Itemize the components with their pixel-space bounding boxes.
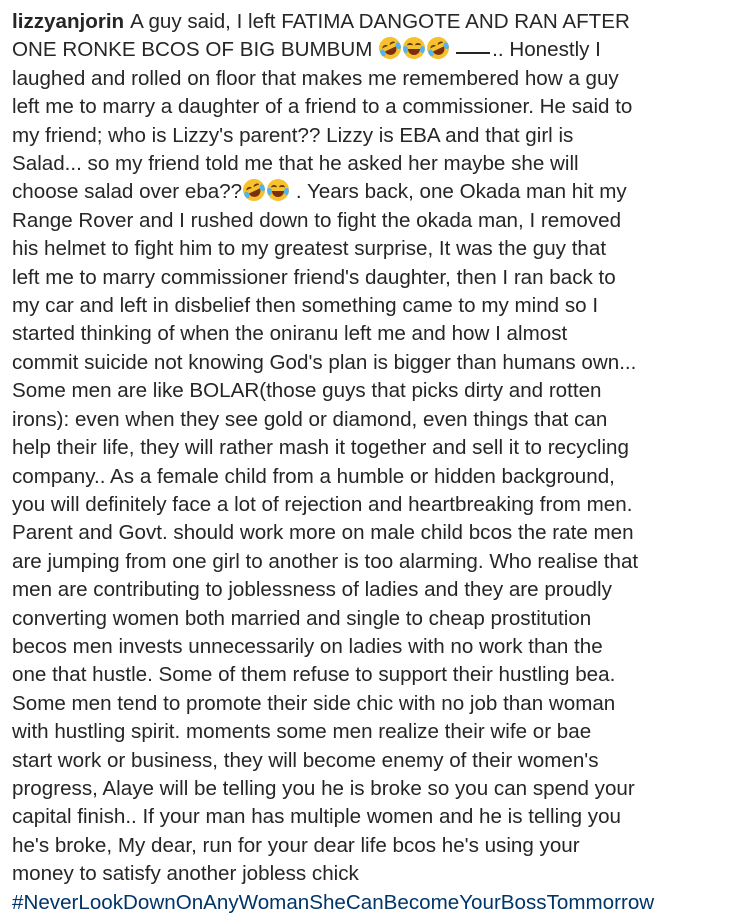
- caption-line: started thinking of when the oniranu left me and how I almost: [12, 322, 568, 346]
- caption-line: my friend; who is Lizzy's parent?? Lizzy is EBA and that girl is: [12, 123, 574, 147]
- username-link[interactable]: lizzyanjorin: [12, 10, 125, 33]
- caption-text: A guy said, I left FATIMA DANGOTE AND RAN AFTER: [130, 10, 630, 33]
- caption-line: left me to marry a daughter of a friend to a commissioner. He said to: [12, 95, 633, 119]
- underscore-glyph: [456, 52, 490, 54]
- caption-line: his helmet to fight him to my greatest surprise, It was the guy that: [12, 237, 607, 261]
- caption-line: left me to marry commissioner friend's daughter, then I ran back to: [12, 265, 616, 289]
- caption-line: Salad... so my friend told me that he asked her maybe she will: [12, 152, 579, 176]
- caption-line: Some men are like BOLAR(those guys that picks dirty and rotten: [12, 379, 602, 403]
- caption-line: Range Rover and I rushed down to fight the okada man, I removed: [12, 208, 622, 232]
- rofl-emoji-icon: [240, 176, 269, 205]
- caption-line: he's broke, My dear, run for your dear life bcos he's using your: [12, 833, 580, 857]
- tears-of-joy-emoji-icon: [403, 37, 425, 59]
- caption-line: laughed and rolled on floor that makes me remembered how a guy: [12, 66, 619, 90]
- caption-text: choose salad over eba??: [12, 180, 243, 204]
- caption-line: [12, 36, 740, 64]
- caption-line: Parent and Govt. should work more on male child bcos the rate men: [12, 521, 634, 545]
- caption-line: Some men tend to promote their side chic with no job than woman: [12, 691, 616, 715]
- caption-line: start work or business, they will become enemy of their women's: [12, 748, 599, 772]
- caption-line: irons): even when they see gold or diamond, even things that can: [12, 407, 608, 431]
- caption-line: commit suicide not knowing God's plan is bigger than humans own...: [12, 350, 637, 374]
- caption-line: [12, 8, 740, 36]
- caption-line: are jumping from one girl to another is too alarming. Who realise that: [12, 549, 639, 573]
- caption-line: company.. As a female child from a humble or hidden background,: [12, 464, 615, 488]
- caption-line: converting women both married and single to cheap prostitution: [12, 606, 592, 630]
- caption-line: you will definitely face a lot of rejection and heartbreaking from men.: [12, 492, 633, 516]
- caption-text: .. Honestly I: [492, 38, 601, 62]
- caption-text: ONE RONKE BCOS OF BIG BUMBUM: [12, 38, 373, 62]
- rofl-emoji-icon: [376, 34, 405, 63]
- caption-line: help their life, they will rather mash it together and sell it to recycling: [12, 436, 629, 460]
- caption-text: . Years back, one Okada man hit my: [295, 180, 627, 204]
- hashtag-link[interactable]: #NeverLookDownOnAnyWomanSheCanBecomeYourBossTommorrow: [12, 890, 655, 914]
- caption-line: my car and left in disbelief then something came to my mind so I: [12, 294, 599, 318]
- tears-of-joy-emoji-icon: [267, 179, 289, 201]
- caption-line: one that hustle. Some of them refuse to support their hustling bea.: [12, 663, 616, 687]
- rofl-emoji-icon: [424, 34, 453, 63]
- caption-line: progress, Alaye will be telling you he is broke so you can spend your: [12, 776, 635, 800]
- caption-line: capital finish.. If your man has multiple women and he is telling you: [12, 805, 621, 829]
- caption-line: men are contributing to joblessness of ladies and they are proudly: [12, 578, 612, 602]
- caption-line: becos men invests unnecessarily on ladies with no work than the: [12, 634, 603, 658]
- caption-line: money to satisfy another jobless chick: [12, 862, 359, 886]
- caption-line: with hustling spirit. moments some men realize their wife or bae: [12, 720, 592, 744]
- caption-line: [12, 178, 740, 206]
